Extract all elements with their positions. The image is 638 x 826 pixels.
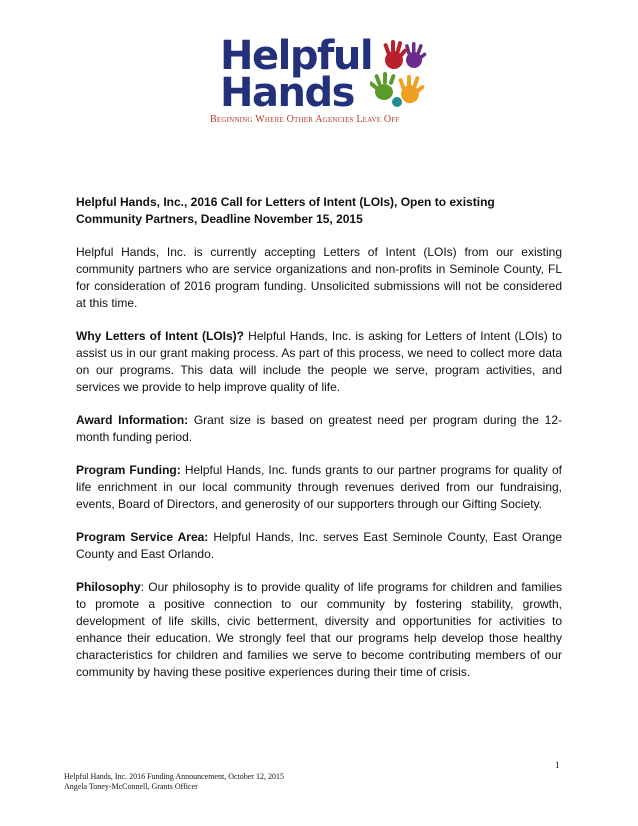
section-why-lois [76,328,562,396]
footer-line-author: Angela Toney-McConnell, Grants Officer [64,782,198,791]
handprints-icon [370,40,430,112]
section-label: Program Funding: [76,463,181,477]
section-program-funding [76,462,562,513]
section-label: Award Information: [76,413,189,427]
logo-word-hands: Hands [220,70,354,116]
section-label: Program Service Area: [76,530,209,544]
logo-tagline: Beginning Where Other Agencies Leave Off [210,114,400,125]
helpful-hands-logo [210,33,426,126]
section-label: Why Letters of Intent (LOIs)? [76,329,244,343]
page-footer [64,772,284,792]
section-text: Helpful Hands, Inc. is asking for Letters of Intent (LOIs) to assist us in our grant making process. As part of this process, we need to collect more data on our programs. This data will include the people we serve, program activities, and services we provide to help improve quality of life. [76,329,562,394]
section-text: Grant size is based on greatest need per program during the 12-month funding period. [76,413,562,444]
logo-word-helpful: Helpful [220,33,373,79]
footer-line-announcement: Helpful Hands, Inc. 2016 Funding Announcement, October 12, 2015 [64,772,284,781]
section-text: Helpful Hands, Inc. serves East Seminole County, East Orange County and East Orlando. [76,530,563,561]
section-award-information [76,412,562,446]
section-program-service-area [76,529,562,563]
letter-body [76,194,562,697]
intro-paragraph: Helpful Hands, Inc. is currently accepting Letters of Intent (LOIs) from our existing community partners who are service organizations and non-profits in Seminole County, FL for consideration of 2016 program funding. Unsolicited submissions will not be considered at this time. [76,245,562,310]
section-philosophy [76,579,562,681]
document-title: Helpful Hands, Inc., 2016 Call for Letters of Intent (LOIs), Open to existing Community Partners, Deadline November 15, 2015 [76,195,495,226]
page-number: 1 [555,760,560,770]
section-label: Philosophy [76,580,141,594]
section-text: : Our philosophy is to provide quality of life programs for children and families to promote a positive connection to our community by fostering stability, growth, development of life skills, civic betterment, diversity and opportunities for activities to enhance their education. We strongly feel that our programs help develop those healthy characteristics for children and families we serve to become contributing members of our community by having these positive experiences during their time of crisis. [76,580,562,679]
section-text: Helpful Hands, Inc. funds grants to our partner programs for quality of life enrichment in our local community through revenues derived from our fundraising, events, Board of Directors, and generosity of our supporters through our Gifting Society. [76,463,562,511]
